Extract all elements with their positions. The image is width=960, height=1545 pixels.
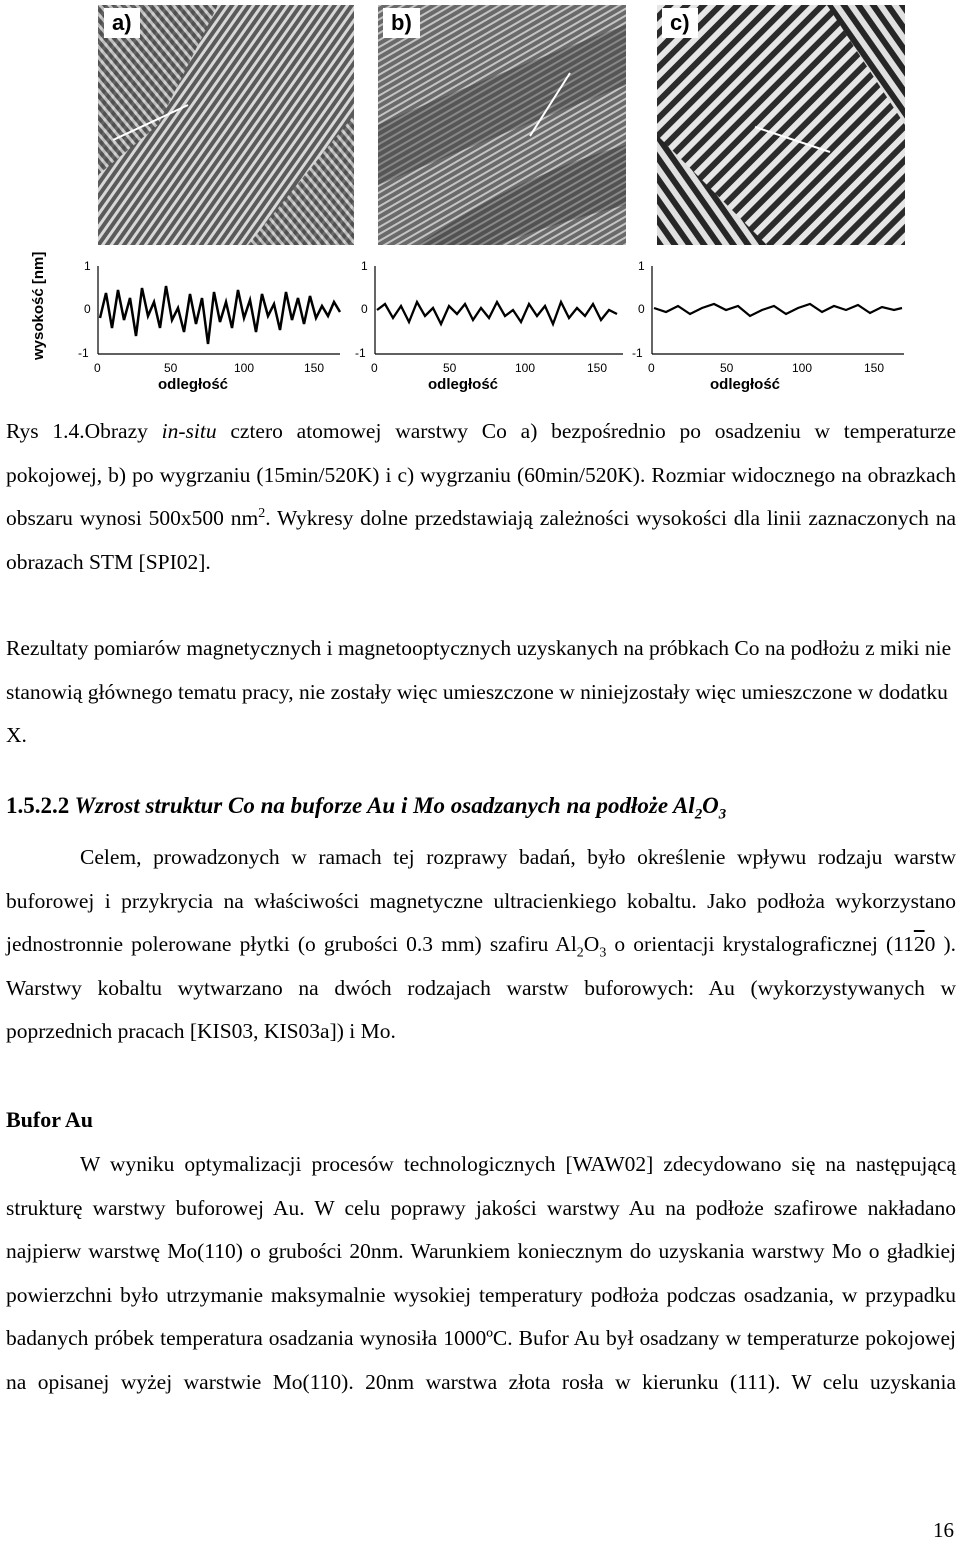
y-tick: -1 xyxy=(632,346,643,360)
y-tick: 1 xyxy=(84,259,91,273)
stm-image-a xyxy=(98,5,354,245)
x-tick: 50 xyxy=(443,361,457,375)
x-tick: 150 xyxy=(304,361,325,375)
y-axis-label: wysokość [nm] xyxy=(30,251,47,360)
figure-caption: Rys 1.4.Obrazy in-situ cztero atomowej warstwy Co a) bezpośrednio po osadzeniu w temperaturze pokojowej, b) po wygrzaniu (15min/520K) i c) wygrzaniu (60min/520K). Rozmiar widocznego na obrazkach obszaru wynosi 500x500 $nm^2$. Wykresy dolne przedstawiają zależności wysokości dla linii zaznaczonych na obrazach STM [SPI02]. xyxy=(6,419,956,574)
stm-figure xyxy=(0,0,960,405)
subheading-bufor-au: Bufor Au xyxy=(6,1107,94,1132)
x-axis-label-c: odległość xyxy=(710,376,781,393)
height-profile-b xyxy=(355,258,630,383)
panel-label-a: a) xyxy=(104,8,140,38)
x-tick: 50 xyxy=(720,361,734,375)
x-tick: 0 xyxy=(648,361,655,375)
paragraph-results: Rezultaty pomiarów magnetycznych i magnetooptycznych uzyskanych na próbkach Co na podłożu z miki nie stanowią głównego tematu pracy, nie zostały więc umieszczone w niniejzostały więc umieszczone w dodatku X. xyxy=(6,636,952,747)
x-axis-label-a: odległość xyxy=(158,376,229,393)
x-tick: 100 xyxy=(515,361,536,375)
x-tick: 50 xyxy=(164,361,178,375)
x-tick: 150 xyxy=(587,361,608,375)
x-tick: 0 xyxy=(371,361,378,375)
x-tick: 100 xyxy=(234,361,255,375)
x-tick: 100 xyxy=(792,361,813,375)
x-tick: 150 xyxy=(864,361,885,375)
y-tick: 1 xyxy=(361,259,368,273)
x-axis-label-b: odległość xyxy=(428,376,499,393)
height-profile-a xyxy=(78,258,348,383)
panel-label-c: c) xyxy=(662,8,698,38)
y-tick: 0 xyxy=(84,302,91,316)
y-tick: -1 xyxy=(78,346,89,360)
paragraph-aim: Celem, prowadzonych w ramach tej rozprawy badań, było określenie wpływu rodzaju warstw buforowej i przykrycia na właściwości magnetyczne ultracienkiego kobaltu. Jako podłoża wykorzystano jednostronnie polerowane płytki (o grubości 0.3 mm) szafiru $Al_2O_3$ o orientacji krystalograficznej (1120 ). Warstwy kobaltu wytwarzano na dwóch rodzajach warstw buforowych: Au (wykorzystywanych w poprzednich pracach [KIS03, KIS03a]) i Mo. xyxy=(6,845,956,1043)
panel-label-b: b) xyxy=(383,8,420,38)
y-tick: 0 xyxy=(638,302,645,316)
page-number: 16 xyxy=(933,1518,954,1542)
paragraph-bufor-au: W wyniku optymalizacji procesów technologicznych [WAW02] zdecydowano się na następującą strukturę warstwy buforowej Au. W celu poprawy jakości warstwy Au na podłoże szafirowe nakładano najpierw warstwę Mo(110) o grubości 20nm. Warunkiem koniecznym do uzyskania warstwy Mo o gładkiej powierzchni było utrzymanie maksymalnie wysokiej temperatury podłoża podczas osadzania, w przypadku badanych próbek temperatura osadzania wynosiła 1000ºC. Bufor Au był osadzany w temperaturze pokojowej na opisanej wyżej warstwie Mo(110). 20nm warstwa złota rosła w kierunku (111). W celu uzyskania xyxy=(6,1152,956,1394)
x-tick: 0 xyxy=(94,361,101,375)
height-profile-c xyxy=(632,258,912,383)
y-tick: -1 xyxy=(355,346,366,360)
y-tick: 1 xyxy=(638,259,645,273)
section-heading: 1.5.2.2 Wzrost struktur Co na buforze Au i Mo osadzanych na podłoże $Al_2O_3$ xyxy=(6,793,727,823)
stm-image-c xyxy=(657,5,905,245)
stm-image-b xyxy=(378,5,626,245)
y-tick: 0 xyxy=(361,302,368,316)
